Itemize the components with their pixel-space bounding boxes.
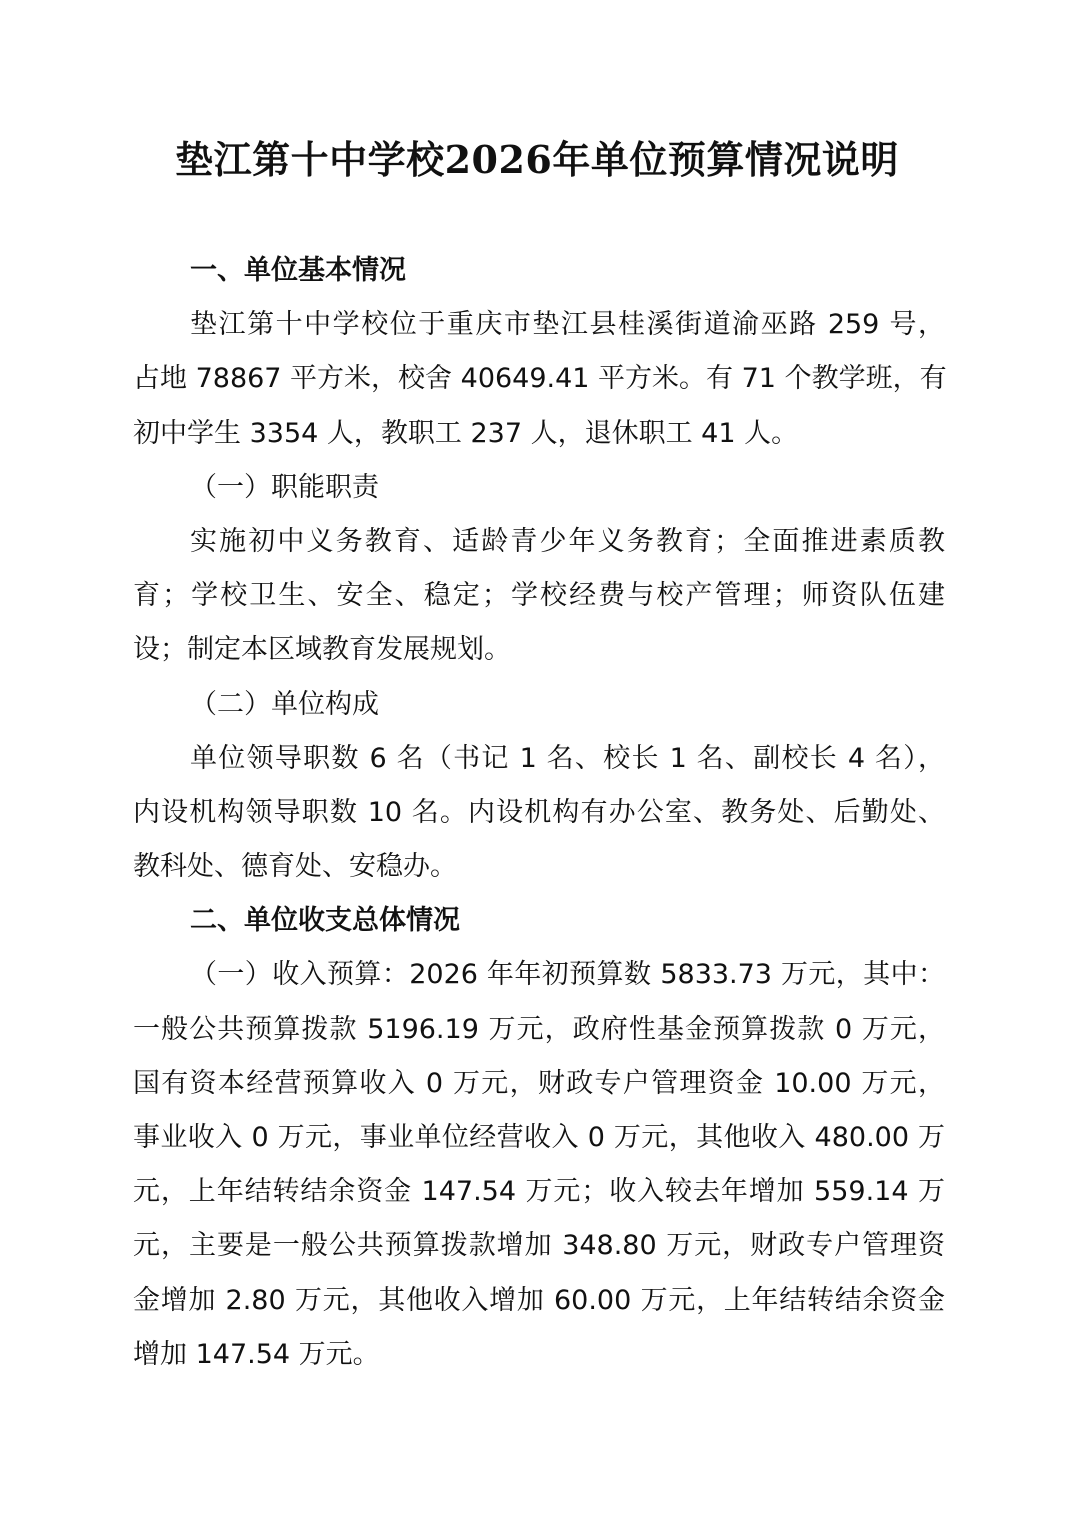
paragraph-line: 一般公共预算拨款 5196.19 万元，政府性基金预算拨款 0 万元， (133, 1013, 945, 1045)
paragraph-line: 育；学校卫生、安全、稳定；学校经费与校产管理；师资队伍建 (133, 580, 945, 612)
paragraph-line: 元，主要是一般公共预算拨款增加 348.80 万元，财政专户管理资 (133, 1230, 945, 1262)
paragraph-line: 元，上年结转结余资金 147.54 万元；收入较去年增加 559.14 万 (133, 1176, 945, 1208)
paragraph-line: 实施初中义务教育、适龄青少年义务教育；全面推进素质教 (190, 525, 945, 557)
subheading-functions: （一）职能职责 (190, 471, 379, 503)
paragraph-line: 内设机构领导职数 10 名。内设机构有办公室、教务处、后勤处、 (133, 796, 945, 828)
paragraph-line: 初中学生 3354 人，教职工 237 人，退休职工 41 人。 (133, 417, 799, 449)
paragraph-line: 国有资本经营预算收入 0 万元，财政专户管理资金 10.00 万元， (133, 1067, 945, 1099)
paragraph-line: 金增加 2.80 万元，其他收入增加 60.00 万元，上年结转结余资金 (133, 1284, 945, 1316)
paragraph-line: 事业收入 0 万元，事业单位经营收入 0 万元，其他收入 480.00 万 (133, 1122, 945, 1153)
paragraph-line: 设；制定本区域教育发展规划。 (133, 634, 511, 666)
section-heading-basic-info: 一、单位基本情况 (190, 255, 406, 286)
paragraph-line: 增加 147.54 万元。 (133, 1338, 380, 1370)
paragraph-line: 教科处、德育处、安稳办。 (133, 851, 457, 883)
paragraph-line: 占地 78867 平方米，校舍 40649.41 平方米。有 71 个教学班，有 (133, 363, 947, 395)
paragraph-line: 垫江第十中学校位于重庆市垫江县桂溪街道渝巫路 259 号， (190, 309, 945, 341)
document-body (133, 244, 945, 1382)
paragraph-line: （一）收入预算：2026 年年初预算数 5833.73 万元，其中： (190, 959, 945, 991)
subheading-composition: （二）单位构成 (190, 688, 379, 720)
paragraph-line: 单位领导职数 6 名（书记 1 名、校长 1 名、副校长 4 名）， (190, 742, 945, 774)
section-heading-budget-overview: 二、单位收支总体情况 (190, 905, 460, 937)
document-title: 垫江第十中学校2026年单位预算情况说明 (175, 137, 899, 182)
